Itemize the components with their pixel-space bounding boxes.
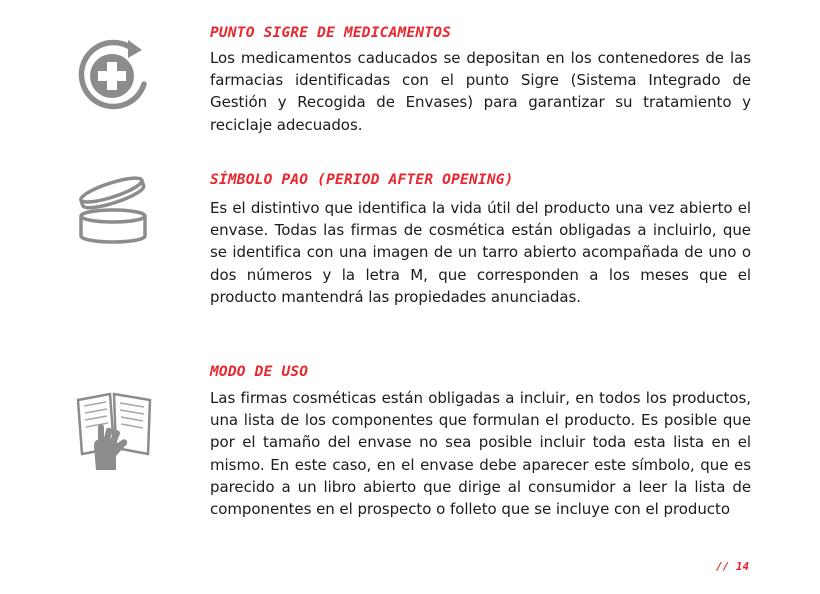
section-text: Las firmas cosméticas están obligadas a incluir, en todos los productos, una lista de los componentes que formulan el producto. Es posible que por el tamaño del envase no sea posible incluir toda esta lista en el mismo. En este caso, en el envase debe aparecer este símbolo, que es parecido a un libro abierto que dirige al consumidor a leer la lista de componentes en el prospecto o folleto que se incluye con el producto: [210, 389, 751, 519]
open-jar-icon: [72, 170, 158, 256]
section-heading: PUNTO SIGRE DE MEDICAMENTOS: [210, 25, 452, 41]
page-number: // 14: [716, 560, 750, 573]
section-heading: MODO DE USO: [210, 364, 309, 380]
section-text: Los medicamentos caducados se depositan en los contenedores de las farmacias identificadas con el punto Sigre (Sistema Integrado de Gestión y Recogida de Envases) para garantizar su tratamiento y reciclaje adecuados.: [210, 49, 751, 134]
section-text: Es el distintivo que identifica la vida útil del producto una vez abierto el envase. Todas las firmas de cosmética están obligadas a incluirlo, que se identifica con una imagen de un tarro abierto acompañada de uno o dos números y la letra M, que corresponden a los meses que el producto mantendrá las propiedades anunciadas.: [210, 199, 751, 306]
sigre-recycle-cross-icon: [72, 34, 158, 120]
section-heading: SÍMBOLO PAO (PERIOD AFTER OPENING): [210, 172, 514, 188]
hand-book-icon: [72, 388, 158, 474]
